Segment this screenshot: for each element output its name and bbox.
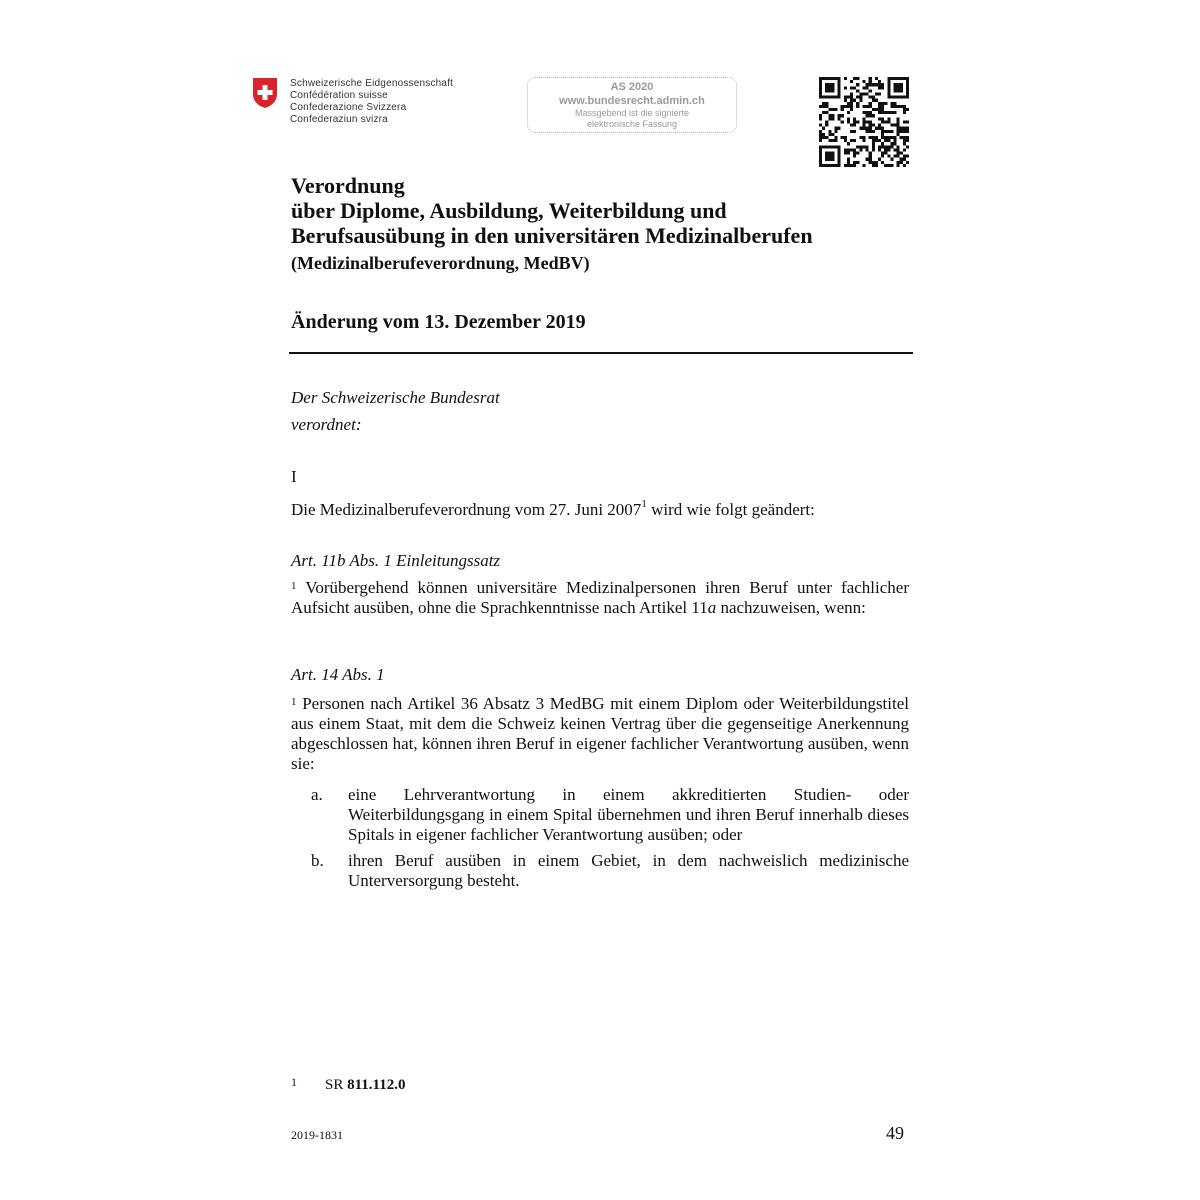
paragraph-number: 1 [291, 580, 297, 592]
list-item [311, 785, 909, 845]
title-divider [289, 352, 913, 354]
footnote-sr-number[interactable]: 811.112.0 [347, 1077, 406, 1093]
federation-name-it: Confederazione Svizzera [290, 102, 407, 113]
page-number: 49 [886, 1123, 904, 1143]
list-item-marker: b. [311, 851, 324, 870]
list-item-marker: a. [311, 785, 323, 804]
list-item-text: eine Lehrverantwortung in einem akkreditierten Studien- oder Weiterbildungsgang in einem Spital übernehmen und ihren Beruf innerhalb dieses Spitals in eigener fachlicher Verantwortung ausüben; oder [348, 785, 909, 844]
paragraph-text-italic: a [707, 598, 717, 617]
footnote [291, 1077, 405, 1094]
amendment-intro [291, 500, 815, 520]
federation-names [290, 78, 453, 126]
issuer-verb: verordnet: [291, 415, 362, 434]
official-publication-stamp [527, 77, 737, 133]
stamp-url: www.bundesrecht.admin.ch [559, 95, 705, 107]
list-item [311, 851, 909, 891]
federation-name-rm: Confederaziun svizra [290, 114, 388, 125]
swiss-crest-icon [252, 77, 278, 109]
stamp-note-1: Massgebend ist die signierte [574, 108, 690, 118]
article-paragraph [291, 694, 909, 774]
footnote-ref[interactable]: 1 [641, 498, 647, 510]
issuer-block [291, 384, 500, 438]
title-line-1: Verordnung [291, 173, 405, 198]
article-heading: Art. 14 Abs. 1 [291, 665, 385, 684]
title-line-2: über Diplome, Ausbildung, Weiterbildung und [291, 198, 727, 223]
stamp-as-number: AS 2020 [610, 81, 654, 93]
paragraph-number: 1 [291, 696, 297, 708]
article-heading: Art. 11b Abs. 1 Einleitungssatz [291, 551, 501, 570]
article-paragraph [291, 578, 909, 618]
footnote-number: 1 [291, 1075, 297, 1089]
section-numeral: I [291, 467, 297, 486]
issuer-name: Der Schweizerische Bundesrat [291, 388, 500, 407]
footnote-prefix: SR [325, 1077, 348, 1093]
paragraph-text: Vorübergehend können universitäre Medizinalpersonen ihren Beruf unter fachlicher Aufsicht ausüben, ohne die Sprachkenntnisse nach Artikel 11 [291, 578, 909, 617]
stamp-note-2: elektronische Fassung [586, 119, 678, 129]
federation-name-fr: Confédération suisse [290, 90, 388, 101]
intro-text-end: wird wie folgt geändert: [646, 500, 815, 519]
document-id: 2019-1831 [291, 1128, 343, 1142]
list-item-text: ihren Beruf ausüben in einem Gebiet, in dem nachweislich medizinische Unterversorgung besteht. [348, 851, 909, 890]
short-title: (Medizinalberufeverordnung, MedBV) [291, 253, 590, 273]
paragraph-text-end: nachzuweisen, wenn: [716, 598, 866, 617]
ordinance-title [291, 173, 813, 248]
paragraph-text: Personen nach Artikel 36 Absatz 3 MedBG mit einem Diplom oder Weiterbildungstitel aus einem Staat, mit dem die Schweiz keinen Vertrag über die gegenseitige Anerkennung abgeschlossen hat, können ihren Beruf in eigener fachlicher Verantwortung ausüben, wenn sie: [291, 694, 909, 773]
qr-code-icon [819, 77, 909, 167]
amendment-date: Änderung vom 13. Dezember 2019 [291, 311, 586, 333]
title-line-3: Berufsausübung in den universitären Medizinalberufen [291, 223, 813, 248]
federation-name-de: Schweizerische Eidgenossenschaft [290, 78, 454, 89]
intro-text: Die Medizinalberufeverordnung vom 27. Juni 2007 [291, 500, 642, 519]
